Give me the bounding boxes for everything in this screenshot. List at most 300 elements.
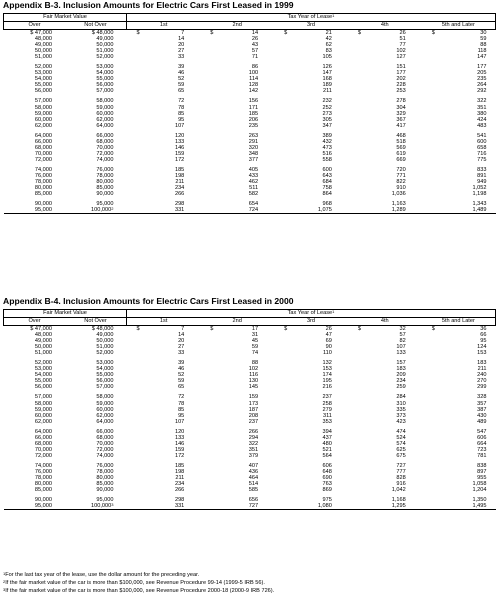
footnote-1: $^1$For the last tax year of the lease, use the dollar amount for the preceding year. [3,571,200,578]
inclusion-amount-year-2: 31 [251,332,259,339]
year-4-header: 4th [348,318,422,326]
fmv-over-cell: 68,000 [34,440,52,447]
inclusion-amount-year-3: 153 [322,366,332,373]
inclusion-amount-year-1: 14 [178,332,185,339]
dollar-sign: $ [210,326,214,332]
inclusion-amount-year-4: 625 [396,446,406,453]
fmv-not-over-cell: 76,000 [96,166,114,173]
fmv-not-over-cell: 62,000 [96,116,114,123]
fmv-over-cell: $ 47,000 [30,326,52,332]
fmv-over-cell: 55,000 [34,378,52,385]
inclusion-amount-year-5: 235 [477,76,487,83]
inclusion-amount-year-5: 833 [477,166,487,173]
inclusion-amount-year-3: 110 [322,350,332,357]
inclusion-amount-year-5: 955 [477,475,487,482]
fmv-over-cell: 70,000 [34,150,52,157]
fmv-not-over-cell [65,503,127,510]
fmv-not-over-cell: 58,000 [96,98,114,105]
fmv-not-over-cell: 56,000 [96,378,114,385]
inclusion-amount-year-4: 335 [396,406,406,413]
fmv-not-over-cell: 57,000 [96,384,114,391]
year-1-header: 1st [127,22,201,30]
inclusion-amount-year-5: 387 [477,406,487,413]
inclusion-amount-year-5: 147 [477,54,487,61]
fmv-not-over-cell: 52,000 [96,350,114,357]
fmv-not-over-cell: 55,000 [96,372,114,379]
inclusion-amount-year-4: 284 [396,394,406,401]
inclusion-amount-year-4: 329 [396,110,406,117]
inclusion-amount-year-1: 95 [178,412,185,419]
inclusion-amount-year-4: 474 [396,428,406,435]
fmv-not-over-cell: 54,000 [96,366,114,373]
fmv-over-cell: 48,000 [34,332,52,339]
inclusion-amount-year-2: 26 [251,36,259,43]
appendix-b3-table [3,13,496,214]
fmv-over-cell: 60,000 [34,116,52,123]
inclusion-amount-year-1: 33 [178,54,185,61]
inclusion-amount-year-2: 514 [248,481,259,488]
fmv-over-cell: 56,000 [34,384,52,391]
inclusion-amount-year-4: 569 [396,144,406,151]
dollar-sign: $ [357,326,362,332]
inclusion-amount-year-1: 46 [178,70,185,77]
fmv-over-cell: 60,000 [34,412,52,419]
fmv-not-over-cell: 55,000 [96,76,114,83]
inclusion-amount-year-1: 72 [178,394,185,401]
inclusion-amount-year-4: 278 [396,98,406,105]
inclusion-amount-year-5: 211 [477,366,487,373]
inclusion-amount-year-3: 389 [322,132,332,139]
inclusion-amount-year-4: 771 [396,172,406,179]
inclusion-amount-year-2: 464 [248,475,259,482]
inclusion-amount-year-1: 14 [178,36,185,43]
inclusion-amount-year-5: 124 [477,344,487,351]
inclusion-amount-year-5: 1,343 [472,201,487,208]
year-5-header: 5th and Later [422,318,496,326]
inclusion-amount-year-1: 172 [174,452,185,459]
inclusion-amount-year-1: 133 [174,138,185,145]
fmv-over-cell: 76,000 [34,172,52,179]
fmv-over-cell: 48,000 [34,36,52,43]
inclusion-amount-year-5: 1,350 [472,497,487,504]
fmv-over-cell: 64,000 [34,132,52,139]
inclusion-amount-year-4: 202 [396,76,406,83]
fmv-not-over-cell: 62,000 [96,412,114,419]
inclusion-amount-year-1: 331 [174,503,185,510]
amount-value: 100,000 [91,503,112,510]
inclusion-amount-year-5: 177 [477,64,487,71]
fmv-not-over-cell: 70,000 [96,144,114,151]
fmv-over-cell: 56,000 [34,88,52,95]
inclusion-amount-year-1: 46 [178,366,185,373]
dollar-sign: $ [210,30,214,36]
fmv-over-cell: 74,000 [34,462,52,469]
fmv-over-cell: 50,000 [34,48,52,55]
inclusion-amount-year-3: 90 [325,344,332,351]
fmv-over-cell: 53,000 [34,366,52,373]
inclusion-amount-year-5: 270 [477,378,487,385]
fmv-not-over-cell: 85,000 [96,481,114,488]
inclusion-amount-year-4: 828 [396,475,406,482]
footnote-marker: 1 [332,309,335,314]
fmv-not-over-cell: 53,000 [96,360,114,367]
inclusion-amount-year-4: 228 [396,82,406,89]
inclusion-amount-year-4: 1,295 [391,503,406,510]
fmv-over-cell: 62,000 [34,418,52,425]
fmv-not-over-cell [65,207,127,214]
inclusion-amount-year-1: 65 [178,384,185,391]
inclusion-amount-year-1: 159 [174,150,185,157]
not-over-header: Not Over [65,22,127,30]
inclusion-amount-year-1: 20 [178,42,185,49]
dollar-sign: $ [431,326,435,332]
inclusion-amount-year-3: 648 [322,468,332,475]
inclusion-amount-year-4: 259 [396,384,406,391]
inclusion-amount-year-4: 423 [396,418,406,425]
inclusion-amount-year-1: 52 [178,372,185,379]
inclusion-amount-year-2: 436 [248,468,259,475]
inclusion-amount-year-3: 252 [322,104,332,111]
inclusion-amount-year-1: 107 [174,418,185,425]
inclusion-amount-year-2: 102 [248,366,259,373]
inclusion-amount-year-2: 407 [248,462,259,469]
fmv-over-cell: 72,000 [34,156,52,163]
inclusion-amount-year-2: 656 [248,497,259,504]
inclusion-amount-year-1: 159 [174,446,185,453]
inclusion-amount-year-2: 582 [248,191,259,198]
inclusion-amount-year-1: 33 [178,350,185,357]
inclusion-amount-year-1: 85 [178,406,185,413]
fmv-over-cell: 85,000 [34,487,52,494]
inclusion-amount-year-5: 328 [477,394,487,401]
tax-year-header: Tax Year of Lease$^1$ [127,310,496,318]
inclusion-amount-year-4: 127 [396,54,406,61]
inclusion-amount-year-3: 1,080 [317,503,332,510]
inclusion-amount-year-1: 39 [178,360,185,367]
fmv-not-over-cell: 78,000 [96,172,114,179]
fmv-not-over-cell: 95,000 [96,497,114,504]
fmv-over-cell: 90,000 [34,201,52,208]
inclusion-amount-year-4: 619 [396,150,406,157]
inclusion-amount-year-1: 65 [178,88,185,95]
amount-value: 21 [325,30,332,36]
inclusion-amount-year-5: 658 [477,144,487,151]
inclusion-amount-year-3: 968 [322,201,332,208]
inclusion-amount-year-3: 105 [322,54,332,61]
inclusion-amount-year-3: 606 [322,462,332,469]
fmv-over-cell: 78,000 [34,475,52,482]
inclusion-amount-year-4: 102 [396,48,406,55]
fmv-over-cell: 80,000 [34,481,52,488]
inclusion-amount-year-5: 264 [477,82,487,89]
inclusion-amount-year-4: 1,163 [391,201,406,208]
inclusion-amount-year-4: 107 [396,344,406,351]
inclusion-amount-year-3: 864 [322,191,332,198]
inclusion-amount-year-2: 294 [248,434,259,441]
fmv-not-over-cell: 66,000 [96,428,114,435]
amount-value: 17 [251,326,259,332]
inclusion-amount-year-4: 310 [396,400,406,407]
fmv-not-over-cell: 60,000 [96,110,114,117]
inclusion-amount-year-2: 405 [248,166,259,173]
fmv-over-cell: 58,000 [34,400,52,407]
inclusion-amount-year-3: 353 [322,418,332,425]
inclusion-amount-year-4: 468 [396,132,406,139]
inclusion-amount-year-5: 949 [477,179,487,186]
inclusion-amount-year-4: 1,036 [391,191,406,198]
fmv-over-cell: 59,000 [34,406,52,413]
inclusion-amount-year-4: 51 [399,36,406,43]
inclusion-amount-year-4: 209 [396,372,406,379]
fmv-not-over-cell: 80,000 [96,475,114,482]
inclusion-amount-year-4: 822 [396,179,406,186]
inclusion-amount-year-3: 126 [322,64,332,71]
inclusion-amount-year-1: 234 [174,481,185,488]
inclusion-amount-year-4: 1,168 [391,497,406,504]
amount-value: 26 [399,30,406,36]
inclusion-amount-year-5: 600 [477,138,487,145]
amount-value: 32 [399,326,406,332]
inclusion-amount-year-2: 128 [248,82,259,89]
year-3-header: 3rd [274,22,348,30]
inclusion-amount-year-4: 183 [396,366,406,373]
fmv-over-cell: 58,000 [34,104,52,111]
fmv-not-over-cell: 95,000 [96,201,114,208]
inclusion-amount-year-3: 232 [322,98,332,105]
inclusion-amount-year-4: 675 [396,452,406,459]
inclusion-amount-year-2: 59 [251,344,259,351]
fmv-not-over-cell: 59,000 [96,104,114,111]
inclusion-amount-year-5: 88 [480,42,487,49]
fmv-not-over-cell: 49,000 [96,36,114,43]
inclusion-amount-year-2: 266 [248,428,259,435]
inclusion-amount-year-2: 727 [248,503,259,510]
inclusion-amount-year-5: 1,204 [472,487,487,494]
inclusion-amount-year-5: 606 [477,434,487,441]
appendix-b3-title: Appendix B-3. Inclusion Amounts for Electric Cars First Leased in 1999 [3,0,294,10]
inclusion-amount-year-3: 305 [322,116,332,123]
inclusion-amount-year-4: 253 [396,88,406,95]
over-header: Over [4,318,66,326]
fmv-not-over-cell: 52,000 [96,54,114,61]
inclusion-amount-year-5: 1,198 [472,191,487,198]
inclusion-amount-year-4: 518 [396,138,406,145]
inclusion-amount-year-5: 781 [477,452,487,459]
year-4-header: 4th [348,22,422,30]
inclusion-amount-year-3: 62 [325,42,332,49]
inclusion-amount-year-1: 78 [178,400,185,407]
fmv-not-over-cell: 68,000 [96,434,114,441]
footnote-3: $^3$If the fair market value of the car is more than $100,000, see Revenue Procedure 2000-18 (2000-9 IRB 726). [3,587,275,594]
inclusion-amount-year-5: 153 [477,350,487,357]
fmv-not-over-cell: 80,000 [96,179,114,186]
inclusion-amount-year-3: 211 [322,88,332,95]
inclusion-amount-year-4: 524 [396,434,406,441]
fmv-over-cell: 80,000 [34,185,52,192]
inclusion-amount-year-3: 132 [322,360,332,367]
fmv-over-cell: 52,000 [34,360,52,367]
fmv-not-over-cell: 56,000 [96,82,114,89]
inclusion-amount-year-3: 279 [322,406,332,413]
inclusion-amount-year-2: 142 [248,88,259,95]
inclusion-amount-year-3: 195 [322,378,332,385]
fmv-not-over-cell: 53,000 [96,64,114,71]
inclusion-amount-year-2: 159 [248,394,259,401]
inclusion-amount-year-4: 574 [396,440,406,447]
footnote-marker: 2 [111,206,114,212]
inclusion-amount-year-2: 100 [248,70,259,77]
fmv-not-over-cell: 85,000 [96,185,114,192]
dollar-sign: $ [357,30,362,36]
inclusion-amount-year-3: 69 [325,338,332,345]
inclusion-amount-year-3: 432 [322,138,332,145]
fmv-not-over-cell: 58,000 [96,394,114,401]
year-5-header: 5th and Later [422,22,496,30]
inclusion-amount-year-1: 59 [178,378,185,385]
inclusion-amount-year-3: 600 [322,166,332,173]
fmv-not-over-cell: 51,000 [96,48,114,55]
inclusion-amount-year-5: 299 [477,384,487,391]
inclusion-amount-year-3: 869 [322,487,332,494]
inclusion-amount-year-3: 83 [325,48,332,55]
inclusion-amount-year-4: 916 [396,481,406,488]
fmv-over-cell: 55,000 [34,82,52,89]
inclusion-amount-year-5: 723 [477,446,487,453]
inclusion-amount-year-5: 59 [480,36,487,43]
inclusion-amount-year-4: 373 [396,412,406,419]
footnote-marker: 3 [111,502,114,508]
inclusion-amount-year-5: 897 [477,468,487,475]
inclusion-amount-year-2: 173 [248,400,259,407]
inclusion-amount-year-2: 654 [248,201,259,208]
inclusion-amount-year-5: 322 [477,98,487,105]
inclusion-amount-year-2: 322 [248,440,259,447]
inclusion-amount-year-2: 377 [248,156,259,163]
fmv-over-cell: 66,000 [34,138,52,145]
inclusion-amount-year-5: 292 [477,88,487,95]
inclusion-amount-year-5: 66 [480,332,487,339]
inclusion-amount-year-4: 57 [399,332,406,339]
footnote-2: $^2$If the fair market value of the car is more than $100,000, see Revenue Procedure 99-14 (1999-5 IRB 56). [3,579,265,586]
inclusion-amount-year-2: 351 [248,446,259,453]
inclusion-amount-year-1: 211 [175,475,185,482]
inclusion-amount-year-1: 95 [178,116,185,123]
inclusion-amount-year-4: 133 [396,350,406,357]
inclusion-amount-year-1: 146 [174,440,185,447]
inclusion-amount-year-4: 234 [396,378,406,385]
inclusion-amount-year-5: 430 [477,412,487,419]
fmv-not-over-cell: 78,000 [96,468,114,475]
inclusion-amount-year-2: 156 [248,98,259,105]
inclusion-amount-year-3: 174 [322,372,332,379]
fmv-not-over-cell: $ 48,000 [91,30,114,36]
fmv-not-over-cell: 74,000 [96,452,114,459]
inclusion-amount-year-2: 71 [251,54,259,61]
fmv-over-cell: 64,000 [34,428,52,435]
inclusion-amount-year-2: 187 [248,406,259,413]
fmv-not-over-cell: 68,000 [96,138,114,145]
inclusion-amount-year-1: 298 [174,201,185,208]
inclusion-amount-year-3: 558 [322,156,332,163]
fmv-over-cell: 54,000 [34,76,52,83]
inclusion-amount-year-2: 45 [251,338,259,345]
amount-value: 7 [181,30,185,36]
fair-market-value-header: Fair Market Value [4,14,127,22]
inclusion-amount-year-2: 379 [248,452,259,459]
inclusion-amount-year-3: 237 [322,394,332,401]
fmv-not-over-cell: 50,000 [96,42,114,49]
fmv-over-cell: 66,000 [34,434,52,441]
inclusion-amount-year-2: 171 [248,104,259,111]
inclusion-amount-year-1: 72 [178,98,185,105]
inclusion-amount-year-2: 724 [248,207,259,214]
inclusion-amount-year-1: 331 [174,207,185,214]
year-2-header: 2nd [200,22,274,30]
fmv-not-over-cell: 54,000 [96,70,114,77]
inclusion-amount-year-2: 74 [251,350,259,357]
inclusion-amount-year-4: 777 [396,468,406,475]
table-row [4,503,496,510]
inclusion-amount-year-4: 77 [399,42,406,49]
inclusion-amount-year-4: 1,289 [391,207,406,214]
fmv-over-cell: 49,000 [34,338,52,345]
inclusion-amount-year-2: 88 [251,360,259,367]
inclusion-amount-year-1: 133 [174,434,185,441]
fmv-over-cell: 90,000 [34,497,52,504]
inclusion-amount-year-3: 258 [322,400,332,407]
inclusion-amount-year-5: 380 [477,110,487,117]
inclusion-amount-year-5: 1,058 [472,481,487,488]
fmv-over-cell: 72,000 [34,452,52,459]
fmv-not-over-cell: $ 48,000 [91,326,114,332]
inclusion-amount-year-3: 47 [325,332,332,339]
inclusion-amount-year-4: 367 [396,116,406,123]
fmv-over-cell: 78,000 [34,179,52,186]
amount-value: 26 [325,326,332,332]
inclusion-amount-year-3: 1,075 [317,207,332,214]
inclusion-amount-year-1: 266 [174,191,185,198]
inclusion-amount-year-2: 185 [248,110,259,117]
inclusion-amount-year-1: 298 [174,497,185,504]
fmv-not-over-cell: 51,000 [96,344,114,351]
inclusion-amount-year-5: 118 [477,48,487,55]
inclusion-amount-year-3: 763 [322,481,332,488]
inclusion-amount-year-5: 205 [477,70,487,77]
inclusion-amount-year-2: 462 [248,179,259,186]
inclusion-amount-year-5: 664 [477,440,487,447]
inclusion-amount-year-5: 483 [477,122,487,129]
inclusion-amount-year-1: 172 [174,156,185,163]
inclusion-amount-year-3: 516 [322,150,332,157]
inclusion-amount-year-4: 669 [396,156,406,163]
inclusion-amount-year-4: 157 [396,360,406,367]
inclusion-amount-year-2: 348 [248,150,259,157]
dollar-sign: $ [284,326,288,332]
appendix-b3-body [4,30,496,214]
fmv-over-cell: 54,000 [34,372,52,379]
fmv-not-over-cell: 49,000 [96,332,114,339]
inclusion-amount-year-2: 320 [248,144,259,151]
year-2-header: 2nd [200,318,274,326]
inclusion-amount-year-2: 130 [248,378,259,385]
inclusion-amount-year-2: 291 [248,138,259,145]
fmv-over-cell: $ 47,000 [30,30,52,36]
fmv-not-over-cell: 76,000 [96,462,114,469]
fmv-over-cell: 53,000 [34,70,52,77]
inclusion-amount-year-5: 541 [477,132,487,139]
amount-value: 36 [480,326,487,332]
inclusion-amount-year-2: 235 [248,122,259,129]
